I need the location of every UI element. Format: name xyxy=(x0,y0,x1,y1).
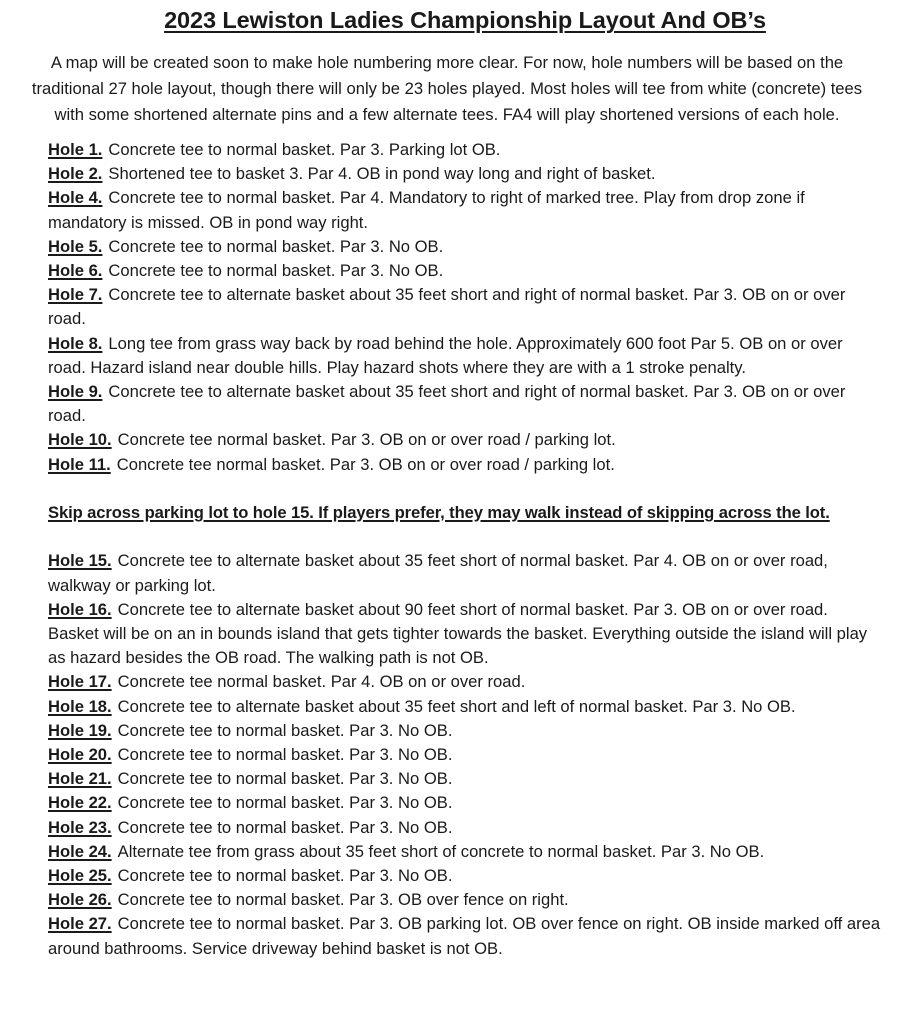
hole-entry xyxy=(48,840,882,864)
hole-entry xyxy=(48,670,882,694)
hole-label: Hole 8. xyxy=(48,333,103,353)
hole-entry xyxy=(48,743,882,767)
hole-label: Hole 24. xyxy=(48,841,112,861)
hole-description: Concrete tee to normal basket. Par 3. No OB. xyxy=(117,866,453,886)
hole-description: Concrete tee to alternate basket about 35 feet short of normal basket. Par 4. OB on or over road, walkway or parking lot. xyxy=(48,551,828,595)
hole-label: Hole 23. xyxy=(48,817,112,837)
hole-entry xyxy=(48,259,882,283)
hole-label: Hole 4. xyxy=(48,188,103,208)
hole-description: Concrete tee to normal basket. Par 3. No OB. xyxy=(117,769,453,789)
hole-description: Concrete tee to normal basket. Par 3. No OB. xyxy=(108,261,444,281)
hole-label: Hole 11. xyxy=(48,454,111,474)
document-title: 2023 Lewiston Ladies Championship Layout And OB’s xyxy=(164,7,766,33)
hole-description: Concrete tee to normal basket. Par 3. OB parking lot. OB over fence on right. OB inside marked off area around bathrooms. Service driveway behind basket is not OB. xyxy=(48,914,881,958)
hole-label: Hole 20. xyxy=(48,745,112,765)
hole-label: Hole 10. xyxy=(48,430,112,450)
hole-entry xyxy=(48,767,882,791)
hole-entry xyxy=(48,283,882,331)
hole-label: Hole 17. xyxy=(48,672,112,692)
hole-label: Hole 27. xyxy=(48,914,112,934)
hole-entry xyxy=(48,453,882,477)
hole-entry xyxy=(48,162,882,186)
hole-entry xyxy=(48,864,882,888)
hole-label: Hole 2. xyxy=(48,164,103,184)
hole-description: Shortened tee to basket 3. Par 4. OB in pond way long and right of basket. xyxy=(108,164,656,184)
hole-description: Concrete tee to normal basket. Par 3. No OB. xyxy=(117,745,453,765)
hole-list-back xyxy=(48,549,882,960)
hole-entry xyxy=(48,235,882,259)
hole-description: Concrete tee normal basket. Par 3. OB on or over road / parking lot. xyxy=(117,430,616,450)
hole-description: Concrete tee to normal basket. Par 3. No OB. xyxy=(108,236,444,256)
hole-label: Hole 22. xyxy=(48,793,112,813)
hole-entry xyxy=(48,888,882,912)
hole-label: Hole 5. xyxy=(48,236,103,256)
hole-description: Concrete tee to normal basket. Par 3. No OB. xyxy=(117,720,453,740)
skip-notice: Skip across parking lot to hole 15. If players prefer, they may walk instead of skipping across the lot. xyxy=(48,503,830,523)
intro-paragraph: A map will be created soon to make hole numbering more clear. For now, hole numbers will be based on the traditional 27 hole layout, though there will only be 23 holes played. Most holes will tee from white (concrete) tees with some shortened alternate pins and a few alternate tees. FA4 will play shortened versions of each hole. xyxy=(31,53,863,124)
hole-entry xyxy=(48,380,882,428)
hole-label: Hole 1. xyxy=(48,140,103,159)
hole-description: Concrete tee to normal basket. Par 3. No OB. xyxy=(117,793,453,813)
hole-label: Hole 18. xyxy=(48,696,112,716)
hole-description: Concrete tee to normal basket. Par 3. No OB. xyxy=(117,817,453,837)
hole-entry xyxy=(48,332,882,380)
hole-label: Hole 7. xyxy=(48,285,103,305)
hole-entry xyxy=(48,549,882,597)
hole-entry xyxy=(48,428,882,452)
hole-label: Hole 15. xyxy=(48,551,112,571)
hole-label: Hole 16. xyxy=(48,599,112,619)
hole-entry xyxy=(48,186,882,234)
hole-description: Concrete tee to normal basket. Par 3. Parking lot OB. xyxy=(108,140,501,159)
hole-description: Concrete tee to alternate basket about 35 feet short and left of normal basket. Par 3. No OB. xyxy=(117,696,796,716)
hole-description: Concrete tee to normal basket. Par 3. OB over fence on right. xyxy=(117,890,569,910)
hole-entry xyxy=(48,791,882,815)
hole-label: Hole 26. xyxy=(48,890,112,910)
hole-description: Concrete tee to alternate basket about 90 feet short of normal basket. Par 3. OB on or over road. Basket will be on an in bounds island that gets tighter towards the basket. Everything outside the island will play as hazard besides the OB road. The walking path is not OB. xyxy=(48,599,868,668)
hole-entry xyxy=(48,719,882,743)
hole-label: Hole 19. xyxy=(48,720,112,740)
hole-list-front xyxy=(48,138,882,477)
hole-entry xyxy=(48,598,882,671)
hole-description: Long tee from grass way back by road behind the hole. Approximately 600 foot Par 5. OB on or over road. Hazard island near double hills. Play hazard shots where they are with a 1 stroke penalty. xyxy=(48,333,843,377)
hole-description: Concrete tee normal basket. Par 4. OB on or over road. xyxy=(117,672,526,692)
hole-label: Hole 9. xyxy=(48,382,103,402)
hole-entry xyxy=(48,695,882,719)
hole-label: Hole 6. xyxy=(48,261,103,281)
hole-description: Concrete tee to alternate basket about 35 feet short and right of normal basket. Par 3. OB on or over road. xyxy=(48,382,846,426)
hole-entry xyxy=(48,912,882,960)
hole-entry xyxy=(48,816,882,840)
hole-description: Concrete tee normal basket. Par 3. OB on or over road / parking lot. xyxy=(116,454,615,474)
hole-description: Concrete tee to normal basket. Par 4. Mandatory to right of marked tree. Play from drop zone if mandatory is missed. OB in pond way right. xyxy=(48,188,805,232)
hole-entry xyxy=(48,138,882,162)
hole-label: Hole 21. xyxy=(48,769,112,789)
hole-label: Hole 25. xyxy=(48,866,112,886)
hole-description: Concrete tee to alternate basket about 35 feet short and right of normal basket. Par 3. OB on or over road. xyxy=(48,285,846,329)
hole-description: Alternate tee from grass about 35 feet short of concrete to normal basket. Par 3. No OB. xyxy=(117,841,765,861)
